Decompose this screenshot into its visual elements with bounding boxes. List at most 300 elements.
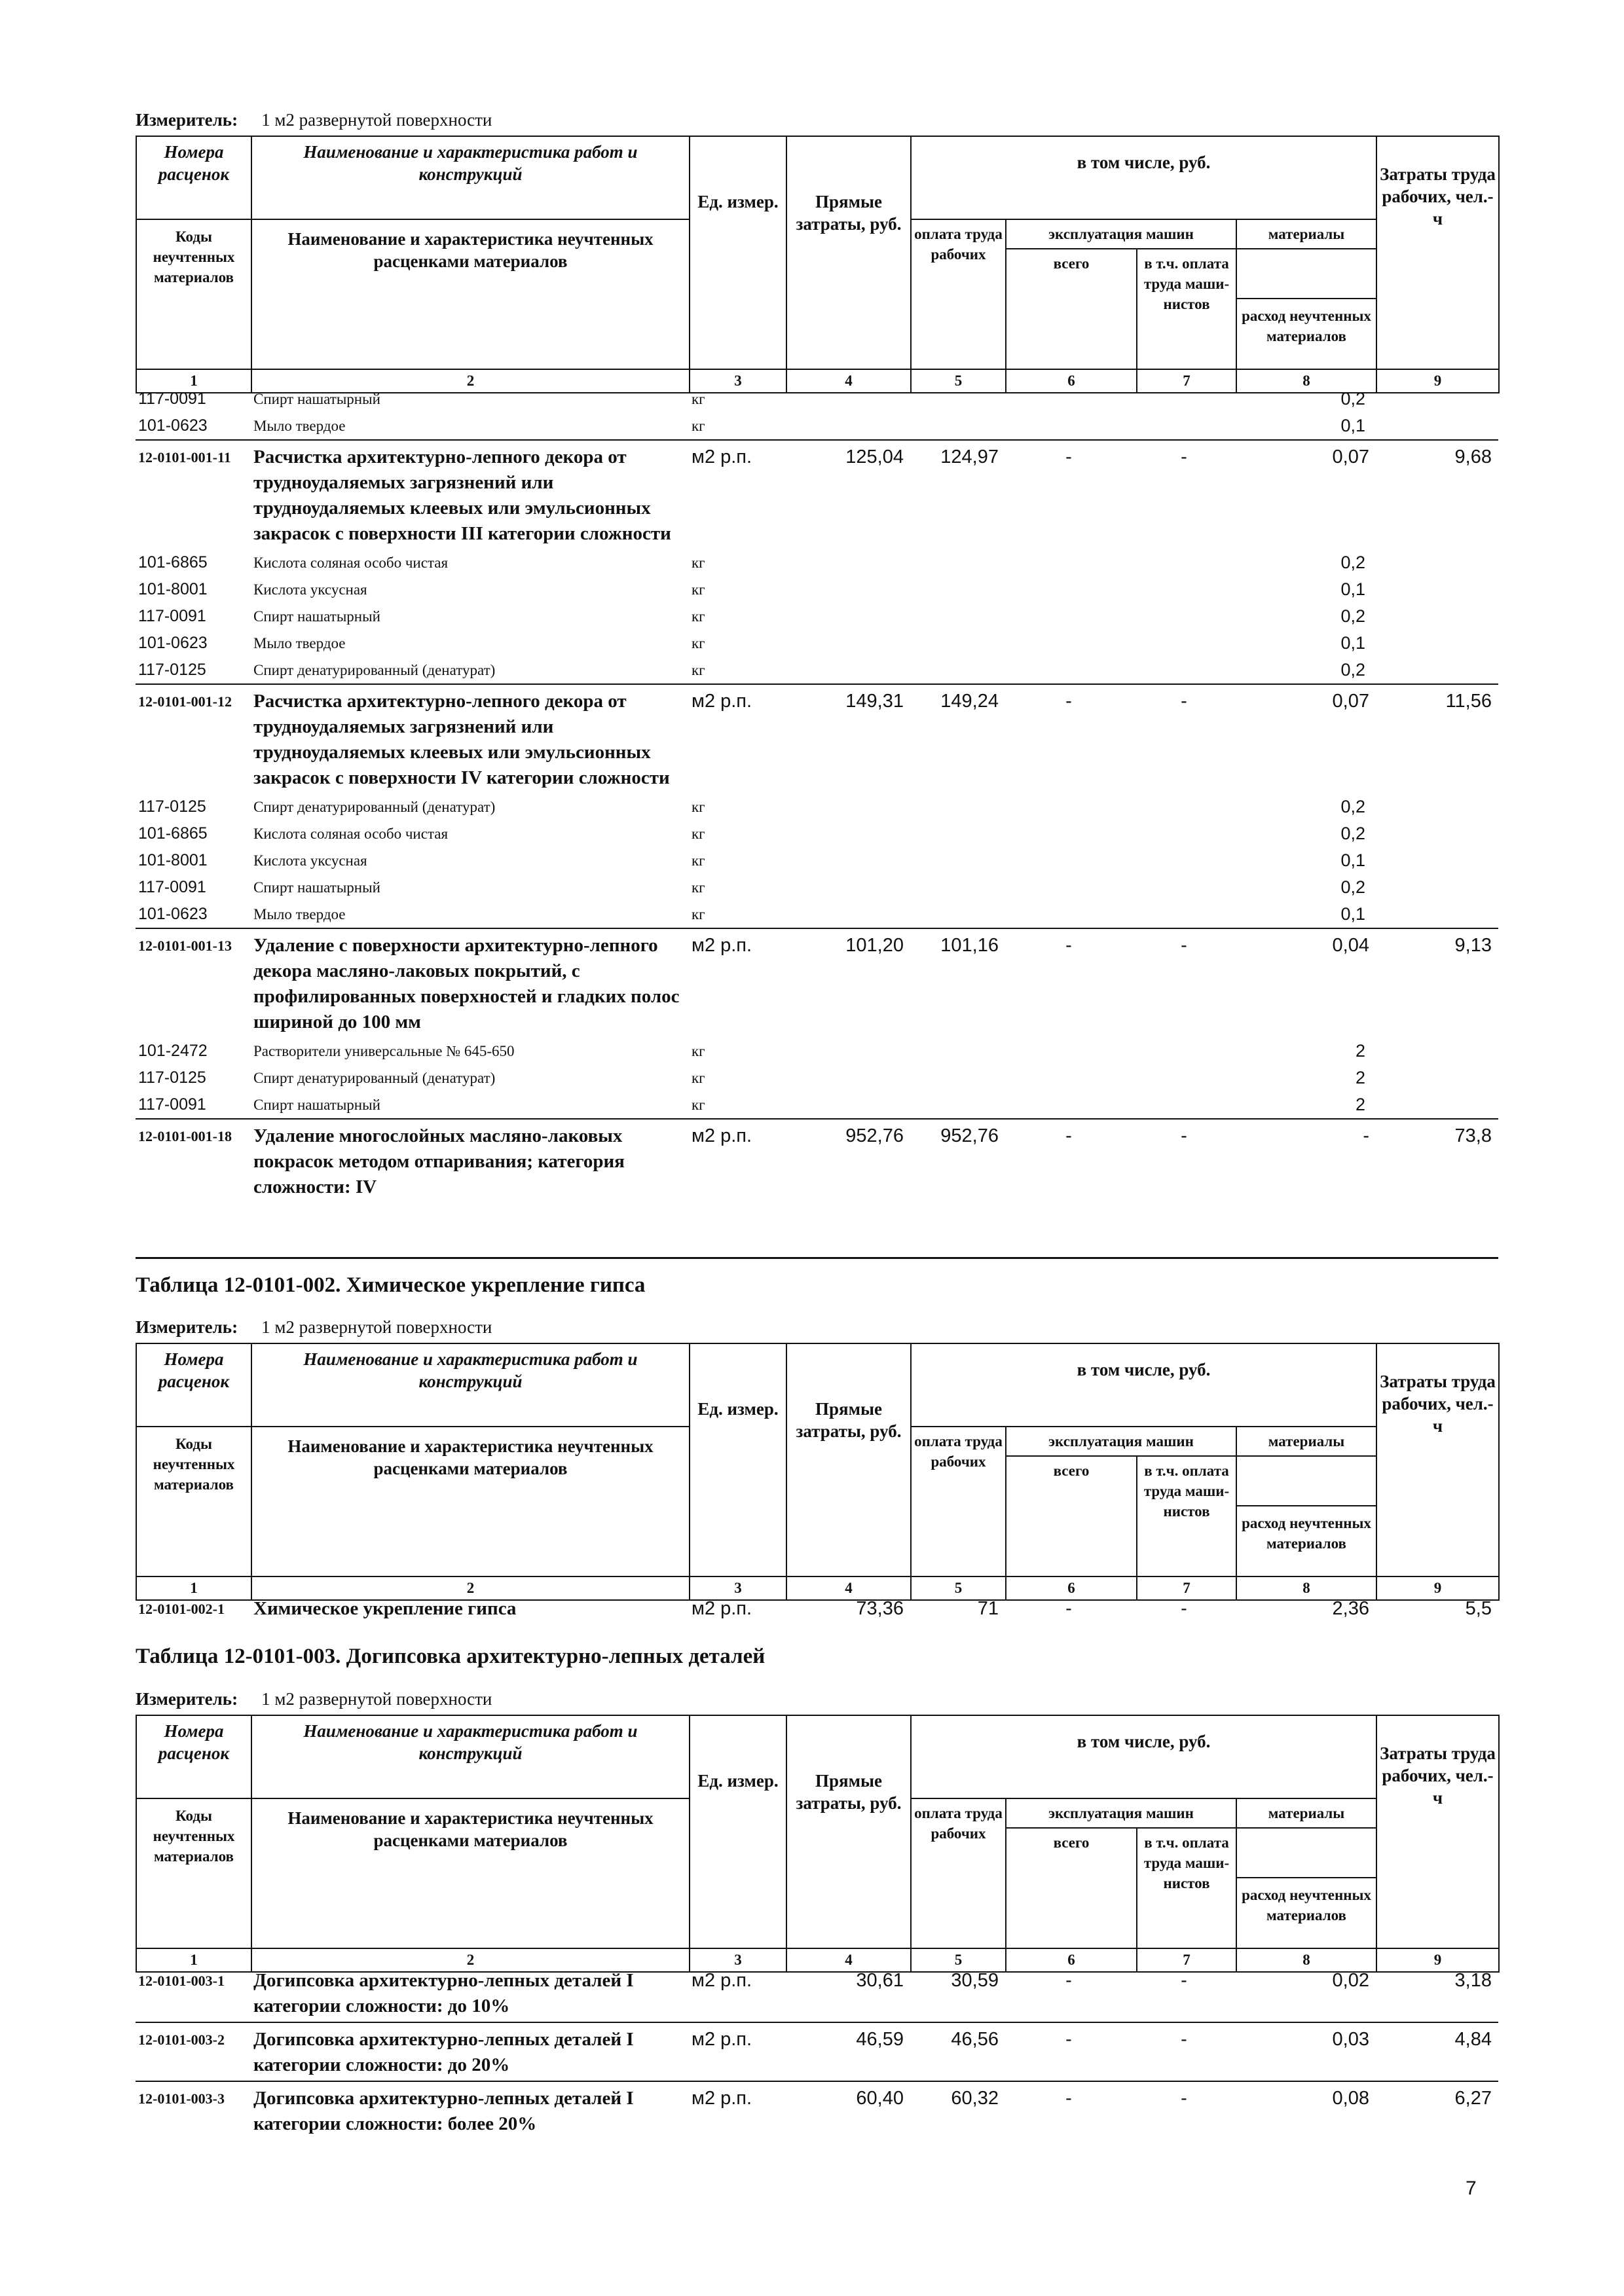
col-number: 4 bbox=[786, 1576, 911, 1600]
col-number: 3 bbox=[690, 1576, 786, 1600]
material-consumption: 2 bbox=[1355, 1068, 1365, 1087]
machines-total: - bbox=[1065, 1598, 1072, 1619]
material-row bbox=[136, 549, 1498, 576]
empty-cell bbox=[910, 1038, 1005, 1065]
table3-title: Таблица 12-0101-003. Догипсовка архитектурно-лепных деталей bbox=[136, 1645, 766, 1668]
material-code: 117-0125 bbox=[138, 661, 206, 679]
material-row bbox=[136, 901, 1498, 928]
header-codes: Коды неучтенных материалов bbox=[136, 1427, 251, 1576]
empty-cell bbox=[786, 1065, 910, 1091]
labor-pay: 30,59 bbox=[951, 1970, 999, 1991]
material-unit: кг bbox=[692, 852, 705, 869]
material-unit: кг bbox=[692, 879, 705, 896]
header-materials-gap bbox=[1236, 1828, 1376, 1878]
measurer-1: Измеритель: 1 м2 развернутой поверхности bbox=[136, 110, 492, 130]
labor-hours: 5,5 bbox=[1465, 1598, 1492, 1619]
header-machines-total: всего bbox=[1006, 249, 1137, 369]
col-number: 6 bbox=[1006, 1576, 1137, 1600]
materials-cost: 0,02 bbox=[1332, 1970, 1369, 1991]
measurer-2: Измеритель: 1 м2 развернутой поверхности bbox=[136, 1317, 492, 1337]
machines-total: - bbox=[1005, 2022, 1136, 2081]
empty-cell bbox=[1005, 657, 1136, 684]
rate-unit: м2 р.п. bbox=[692, 1598, 752, 1619]
material-name: Кислота уксусная bbox=[253, 581, 367, 598]
header-name-materials: Наименование и характеристика неучтенных расценками материалов bbox=[251, 219, 690, 369]
material-name: Спирт денатурированный (денатурат) bbox=[253, 1070, 496, 1086]
header-materials: материалы bbox=[1236, 1427, 1376, 1456]
header-materials: материалы bbox=[1236, 1798, 1376, 1828]
header-consumption: расход неучтенных материалов bbox=[1236, 1878, 1376, 1948]
labor-pay: 101,16 bbox=[910, 928, 1005, 1038]
machines-total: - bbox=[1005, 928, 1136, 1038]
empty-cell bbox=[786, 1091, 910, 1119]
empty-cell bbox=[1005, 386, 1136, 412]
labor-pay: 952,76 bbox=[910, 1119, 1005, 1203]
empty-cell bbox=[1376, 657, 1498, 684]
material-unit: кг bbox=[692, 608, 705, 625]
header-machinists-labor: в т.ч. оплата труда маши-нистов bbox=[1137, 1456, 1236, 1576]
machinists-pay: - bbox=[1136, 684, 1236, 793]
empty-cell bbox=[910, 412, 1005, 440]
rate-unit: м2 р.п. bbox=[689, 684, 786, 793]
material-unit: кг bbox=[692, 1043, 705, 1059]
labor-hours: 4,84 bbox=[1376, 2022, 1498, 2081]
material-unit: кг bbox=[692, 906, 705, 922]
empty-cell bbox=[1376, 630, 1498, 657]
labor-hours: 6,27 bbox=[1376, 2081, 1498, 2140]
empty-cell bbox=[1136, 1065, 1236, 1091]
empty-cell bbox=[1136, 874, 1236, 901]
rate-name: Догипсовка архитектурно-лепных деталей I категории сложности: более 20% bbox=[251, 2081, 689, 2140]
material-row bbox=[136, 793, 1498, 820]
direct-costs: 125,04 bbox=[786, 440, 910, 549]
material-row bbox=[136, 1091, 1498, 1119]
material-consumption: 0,2 bbox=[1340, 797, 1365, 816]
material-name: Кислота соляная особо чистая bbox=[253, 555, 449, 571]
table3-header-wrap bbox=[0, 1715, 1496, 1973]
header-unit: Ед. измер. bbox=[690, 136, 786, 369]
empty-cell bbox=[1136, 901, 1236, 928]
table-header bbox=[136, 1343, 1500, 1601]
empty-cell bbox=[1376, 549, 1498, 576]
material-consumption: 0,2 bbox=[1340, 553, 1365, 572]
material-consumption: 0,2 bbox=[1340, 389, 1365, 409]
material-name: Мыло твердое bbox=[253, 418, 346, 434]
empty-cell bbox=[1376, 1091, 1498, 1119]
material-name: Кислота соляная особо чистая bbox=[253, 826, 449, 842]
empty-cell bbox=[786, 412, 910, 440]
machines-total: - bbox=[1005, 440, 1136, 549]
material-code: 117-0091 bbox=[138, 878, 206, 896]
header-rate-number: Номера расценок bbox=[136, 1343, 251, 1427]
col-number: 2 bbox=[251, 1948, 690, 1972]
header-materials-gap bbox=[1236, 249, 1376, 299]
rate-code: 12-0101-003-3 bbox=[136, 2081, 251, 2140]
header-consumption: расход неучтенных материалов bbox=[1236, 299, 1376, 369]
machinists-pay: - bbox=[1136, 928, 1236, 1038]
empty-cell bbox=[1005, 874, 1136, 901]
labor-pay: 149,24 bbox=[910, 684, 1005, 793]
empty-cell bbox=[1376, 793, 1498, 820]
col-number: 7 bbox=[1137, 369, 1236, 393]
empty-cell bbox=[910, 847, 1005, 874]
labor-pay: 60,32 bbox=[910, 2081, 1005, 2140]
empty-cell bbox=[910, 386, 1005, 412]
rate-unit: м2 р.п. bbox=[689, 1119, 786, 1203]
header-name-materials: Наименование и характеристика неучтенных расценками материалов bbox=[251, 1798, 690, 1948]
material-code: 117-0091 bbox=[138, 607, 206, 625]
empty-cell bbox=[1005, 793, 1136, 820]
empty-cell bbox=[1136, 412, 1236, 440]
empty-cell bbox=[786, 1038, 910, 1065]
machinists-pay: - bbox=[1181, 1970, 1187, 1991]
header-direct-costs: Прямые затраты, руб. bbox=[786, 136, 911, 369]
material-consumption: 0,1 bbox=[1340, 904, 1365, 924]
material-name: Мыло твердое bbox=[253, 906, 346, 922]
rate-row bbox=[136, 928, 1498, 1038]
materials-cost: 0,04 bbox=[1236, 928, 1376, 1038]
header-labor: оплата труда рабочих bbox=[911, 219, 1006, 369]
header-name-works: Наименование и характеристика работ и конструкций bbox=[251, 1715, 690, 1798]
table3-body bbox=[136, 1964, 1498, 2140]
rate-row bbox=[136, 1119, 1498, 1203]
header-including: в том числе, руб. bbox=[911, 136, 1376, 219]
col-number: 2 bbox=[251, 369, 690, 393]
table2-header-wrap bbox=[0, 1343, 1496, 1601]
materials-cost: 0,08 bbox=[1236, 2081, 1376, 2140]
rate-row bbox=[136, 2081, 1498, 2140]
material-code: 117-0091 bbox=[138, 390, 206, 408]
empty-cell bbox=[1136, 386, 1236, 412]
machines-total: - bbox=[1065, 1970, 1072, 1991]
empty-cell bbox=[1136, 1091, 1236, 1119]
materials-cost: 0,07 bbox=[1236, 440, 1376, 549]
table1-end-rule bbox=[136, 1257, 1498, 1259]
col-number: 9 bbox=[1376, 369, 1499, 393]
material-name: Спирт нашатырный bbox=[253, 879, 380, 896]
empty-cell bbox=[910, 549, 1005, 576]
materials-cost: 0,03 bbox=[1236, 2022, 1376, 2081]
header-machinists-labor: в т.ч. оплата труда маши-нистов bbox=[1137, 249, 1236, 369]
header-labor: оплата труда рабочих bbox=[911, 1798, 1006, 1948]
col-number: 7 bbox=[1137, 1948, 1236, 1972]
machines-total: - bbox=[1005, 684, 1136, 793]
machinists-pay: - bbox=[1136, 2081, 1236, 2140]
rate-name: Химическое укрепление гипса bbox=[253, 1598, 517, 1619]
machines-total: - bbox=[1005, 1119, 1136, 1203]
empty-cell bbox=[910, 820, 1005, 847]
rate-name: Удаление многослойных масляно-лаковых покрасок методом отпаривания; категория сложности: IV bbox=[251, 1119, 689, 1203]
machinists-pay: - bbox=[1136, 2022, 1236, 2081]
material-unit: кг bbox=[692, 635, 705, 651]
material-name: Спирт нашатырный bbox=[253, 608, 380, 625]
empty-cell bbox=[910, 657, 1005, 684]
col-number: 3 bbox=[690, 1948, 786, 1972]
rate-code: 12-0101-002-1 bbox=[138, 1601, 225, 1617]
header-machines: эксплуатация машин bbox=[1006, 1798, 1236, 1828]
empty-cell bbox=[1136, 820, 1236, 847]
material-code: 117-0091 bbox=[138, 1095, 206, 1114]
material-name: Мыло твердое bbox=[253, 635, 346, 651]
rate-unit: м2 р.п. bbox=[689, 440, 786, 549]
empty-cell bbox=[1376, 603, 1498, 630]
page-number: 7 bbox=[1466, 2178, 1477, 2199]
rate-name: Расчистка архитектурно-лепного декора от трудноудаляемых загрязнений или трудноудаляемых клеевых или эмульсионных закрасок с поверхности III категории сложности bbox=[251, 440, 689, 549]
empty-cell bbox=[910, 1065, 1005, 1091]
header-materials: материалы bbox=[1236, 219, 1376, 249]
materials-cost: - bbox=[1236, 1119, 1376, 1203]
empty-cell bbox=[786, 820, 910, 847]
col-number: 1 bbox=[136, 1948, 251, 1972]
empty-cell bbox=[1005, 1038, 1136, 1065]
table1-body bbox=[136, 386, 1498, 1203]
table1-header-wrap bbox=[0, 136, 1496, 393]
empty-cell bbox=[910, 630, 1005, 657]
empty-cell bbox=[1136, 549, 1236, 576]
empty-cell bbox=[1376, 412, 1498, 440]
empty-cell bbox=[910, 1091, 1005, 1119]
machines-total: - bbox=[1005, 2081, 1136, 2140]
col-number: 8 bbox=[1236, 1576, 1376, 1600]
header-codes: Коды неучтенных материалов bbox=[136, 219, 251, 369]
material-code: 101-6865 bbox=[138, 824, 208, 843]
material-consumption: 0,1 bbox=[1340, 416, 1365, 435]
material-unit: кг bbox=[692, 555, 705, 571]
empty-cell bbox=[786, 657, 910, 684]
rate-name: Удаление с поверхности архитектурно-лепного декора масляно-лаковых покрытий, с профилированных поверхностей и гладких полос шириной до 100 мм bbox=[251, 928, 689, 1038]
material-name: Кислота уксусная bbox=[253, 852, 367, 869]
labor-pay: 46,56 bbox=[910, 2022, 1005, 2081]
empty-cell bbox=[1376, 874, 1498, 901]
labor-hours: 9,13 bbox=[1376, 928, 1498, 1038]
material-row bbox=[136, 820, 1498, 847]
empty-cell bbox=[1005, 412, 1136, 440]
empty-cell bbox=[786, 847, 910, 874]
labor-hours: 3,18 bbox=[1454, 1970, 1492, 1991]
material-row bbox=[136, 847, 1498, 874]
material-name: Спирт нашатырный bbox=[253, 391, 380, 407]
direct-costs: 952,76 bbox=[786, 1119, 910, 1203]
col-number: 6 bbox=[1006, 369, 1137, 393]
material-code: 101-8001 bbox=[138, 580, 208, 598]
material-code: 101-6865 bbox=[138, 553, 208, 572]
machinists-pay: - bbox=[1181, 1598, 1187, 1619]
empty-cell bbox=[786, 386, 910, 412]
empty-cell bbox=[910, 874, 1005, 901]
header-labor: оплата труда рабочих bbox=[911, 1427, 1006, 1576]
col-number: 4 bbox=[786, 369, 911, 393]
empty-cell bbox=[1005, 820, 1136, 847]
col-number: 8 bbox=[1236, 1948, 1376, 1972]
material-code: 101-0623 bbox=[138, 634, 208, 652]
material-code: 117-0125 bbox=[138, 1068, 206, 1087]
material-consumption: 2 bbox=[1355, 1095, 1365, 1114]
empty-cell bbox=[786, 603, 910, 630]
empty-cell bbox=[1376, 901, 1498, 928]
col-number: 7 bbox=[1137, 1576, 1236, 1600]
table-header bbox=[136, 1715, 1500, 1973]
header-materials-gap bbox=[1236, 1456, 1376, 1506]
header-including: в том числе, руб. bbox=[911, 1715, 1376, 1798]
material-row bbox=[136, 630, 1498, 657]
material-row bbox=[136, 1038, 1498, 1065]
empty-cell bbox=[1136, 657, 1236, 684]
material-consumption: 0,1 bbox=[1340, 850, 1365, 870]
material-unit: кг bbox=[692, 1097, 705, 1113]
labor-hours: 9,68 bbox=[1376, 440, 1498, 549]
rate-row bbox=[136, 1592, 1498, 1624]
empty-cell bbox=[1005, 1091, 1136, 1119]
material-row bbox=[136, 603, 1498, 630]
table-header bbox=[136, 136, 1500, 393]
materials-cost: 2,36 bbox=[1332, 1598, 1369, 1619]
measurer-3: Измеритель: 1 м2 развернутой поверхности bbox=[136, 1689, 492, 1709]
material-row bbox=[136, 874, 1498, 901]
col-number: 4 bbox=[786, 1948, 911, 1972]
rate-name: Догипсовка архитектурно-лепных деталей I категории сложности: до 20% bbox=[251, 2022, 689, 2081]
header-direct-costs: Прямые затраты, руб. bbox=[786, 1715, 911, 1948]
material-name: Спирт денатурированный (денатурат) bbox=[253, 799, 496, 815]
empty-cell bbox=[1005, 847, 1136, 874]
material-unit: кг bbox=[692, 1070, 705, 1086]
col-number: 1 bbox=[136, 369, 251, 393]
rate-code: 12-0101-001-11 bbox=[136, 440, 251, 549]
empty-cell bbox=[1136, 630, 1236, 657]
header-unit: Ед. измер. bbox=[690, 1715, 786, 1948]
header-unit: Ед. измер. bbox=[690, 1343, 786, 1576]
header-labor-costs: Затраты труда рабочих, чел.-ч bbox=[1376, 1343, 1499, 1576]
empty-cell bbox=[910, 793, 1005, 820]
labor-hours: 11,56 bbox=[1376, 684, 1498, 793]
header-machinists-labor: в т.ч. оплата труда маши-нистов bbox=[1137, 1828, 1236, 1948]
rate-unit: м2 р.п. bbox=[692, 1970, 752, 1991]
material-consumption: 0,1 bbox=[1340, 633, 1365, 653]
direct-costs: 60,40 bbox=[786, 2081, 910, 2140]
header-machines-total: всего bbox=[1006, 1828, 1137, 1948]
material-unit: кг bbox=[692, 391, 705, 407]
material-name: Растворители универсальные № 645-650 bbox=[253, 1043, 515, 1059]
rate-row bbox=[136, 1964, 1498, 2022]
empty-cell bbox=[786, 549, 910, 576]
col-number: 2 bbox=[251, 1576, 690, 1600]
direct-costs: 46,59 bbox=[786, 2022, 910, 2081]
direct-costs: 30,61 bbox=[856, 1970, 904, 1991]
material-consumption: 2 bbox=[1355, 1041, 1365, 1061]
header-consumption: расход неучтенных материалов bbox=[1236, 1506, 1376, 1576]
material-unit: кг bbox=[692, 799, 705, 815]
material-code: 101-0623 bbox=[138, 416, 208, 435]
table2-title: Таблица 12-0101-002. Химическое укрепление гипса bbox=[136, 1273, 646, 1297]
labor-hours: 73,8 bbox=[1376, 1119, 1498, 1203]
header-including: в том числе, руб. bbox=[911, 1343, 1376, 1427]
material-row bbox=[136, 1065, 1498, 1091]
material-code: 101-8001 bbox=[138, 851, 208, 869]
material-consumption: 0,1 bbox=[1340, 579, 1365, 599]
header-machines: эксплуатация машин bbox=[1006, 1427, 1236, 1456]
material-unit: кг bbox=[692, 581, 705, 598]
rate-row bbox=[136, 440, 1498, 549]
rate-code: 12-0101-001-18 bbox=[136, 1119, 251, 1203]
table2-body bbox=[136, 1592, 1498, 1624]
rate-unit: м2 р.п. bbox=[689, 2081, 786, 2140]
empty-cell bbox=[1136, 847, 1236, 874]
rate-code: 12-0101-003-1 bbox=[138, 1973, 225, 1989]
rate-row bbox=[136, 684, 1498, 793]
rate-code: 12-0101-003-2 bbox=[136, 2022, 251, 2081]
rate-code: 12-0101-001-12 bbox=[136, 684, 251, 793]
empty-cell bbox=[910, 901, 1005, 928]
material-row bbox=[136, 576, 1498, 603]
material-code: 101-2472 bbox=[138, 1042, 208, 1060]
header-name-works: Наименование и характеристика работ и конструкций bbox=[251, 1343, 690, 1427]
header-labor-costs: Затраты труда рабочих, чел.-ч bbox=[1376, 1715, 1499, 1948]
material-row bbox=[136, 657, 1498, 684]
empty-cell bbox=[1376, 386, 1498, 412]
col-number: 5 bbox=[911, 1576, 1006, 1600]
header-machines-total: всего bbox=[1006, 1456, 1137, 1576]
empty-cell bbox=[1005, 576, 1136, 603]
material-name: Спирт нашатырный bbox=[253, 1097, 380, 1113]
empty-cell bbox=[1005, 901, 1136, 928]
rate-row bbox=[136, 2022, 1498, 2081]
empty-cell bbox=[1376, 1038, 1498, 1065]
material-name: Спирт денатурированный (денатурат) bbox=[253, 662, 496, 678]
materials-cost: 0,07 bbox=[1236, 684, 1376, 793]
machinists-pay: - bbox=[1136, 440, 1236, 549]
material-consumption: 0,2 bbox=[1340, 824, 1365, 843]
empty-cell bbox=[1005, 603, 1136, 630]
header-direct-costs: Прямые затраты, руб. bbox=[786, 1343, 911, 1576]
material-consumption: 0,2 bbox=[1340, 606, 1365, 626]
empty-cell bbox=[1136, 793, 1236, 820]
col-number: 8 bbox=[1236, 369, 1376, 393]
header-codes: Коды неучтенных материалов bbox=[136, 1798, 251, 1948]
empty-cell bbox=[1376, 847, 1498, 874]
material-unit: кг bbox=[692, 826, 705, 842]
empty-cell bbox=[1376, 576, 1498, 603]
empty-cell bbox=[1136, 603, 1236, 630]
col-number: 9 bbox=[1376, 1576, 1499, 1600]
col-number: 9 bbox=[1376, 1948, 1499, 1972]
direct-costs: 149,31 bbox=[786, 684, 910, 793]
empty-cell bbox=[1136, 576, 1236, 603]
direct-costs: 73,36 bbox=[856, 1598, 904, 1619]
material-consumption: 0,2 bbox=[1340, 660, 1365, 680]
rate-name: Догипсовка архитектурно-лепных деталей I категории сложности: до 10% bbox=[253, 1970, 634, 2016]
rate-name: Расчистка архитектурно-лепного декора от трудноудаляемых загрязнений или трудноудаляемых клеевых или эмульсионных закрасок с поверхности IV категории сложности bbox=[251, 684, 689, 793]
header-rate-number: Номера расценок bbox=[136, 1715, 251, 1798]
material-unit: кг bbox=[692, 662, 705, 678]
header-rate-number: Номера расценок bbox=[136, 136, 251, 219]
col-number: 1 bbox=[136, 1576, 251, 1600]
col-number: 6 bbox=[1006, 1948, 1137, 1972]
empty-cell bbox=[1005, 630, 1136, 657]
material-row bbox=[136, 386, 1498, 412]
rate-unit: м2 р.п. bbox=[689, 928, 786, 1038]
machinists-pay: - bbox=[1136, 1119, 1236, 1203]
material-unit: кг bbox=[692, 418, 705, 434]
empty-cell bbox=[1005, 1065, 1136, 1091]
material-code: 101-0623 bbox=[138, 905, 208, 923]
header-name-works: Наименование и характеристика работ и конструкций bbox=[251, 136, 690, 219]
empty-cell bbox=[786, 901, 910, 928]
col-number: 5 bbox=[911, 1948, 1006, 1972]
material-row bbox=[136, 412, 1498, 440]
labor-pay: 71 bbox=[977, 1598, 999, 1619]
empty-cell bbox=[1005, 549, 1136, 576]
empty-cell bbox=[786, 630, 910, 657]
material-code: 117-0125 bbox=[138, 797, 206, 816]
